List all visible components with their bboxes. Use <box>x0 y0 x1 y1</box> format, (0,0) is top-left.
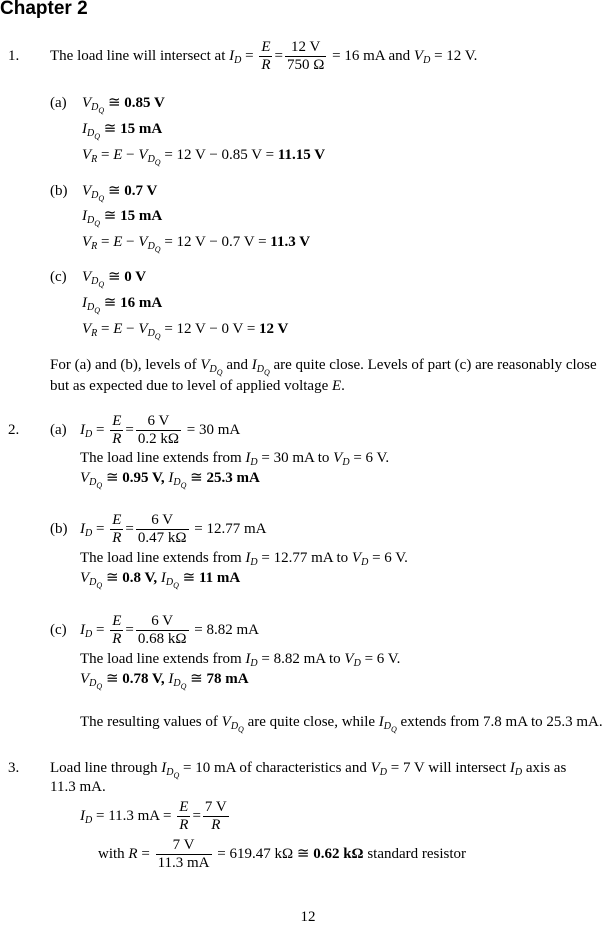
vdq-line-1c: $V_{D_Q}$ ≅ 0 V <box>82 269 147 289</box>
idq-line-1b: $I_{D_Q}$ ≅ 15 mA <box>82 208 163 228</box>
problem-1-number: 1. <box>8 48 20 64</box>
problem-3-number: 3. <box>8 760 20 776</box>
chapter-title: Chapter 2 <box>0 0 88 19</box>
vr-line-1c: $V_R = E - V_{D_Q} = 12$ V − 0 V = 12 V <box>82 321 289 341</box>
fraction-12v-over-750: $\frac{12 V}{750 \Omega}$ <box>286 39 325 74</box>
problem-1-summary-line-2: but as expected due to level of applied voltage E. <box>50 378 345 394</box>
load-line-text-2c: The load line extends from $I_D = 8.82$ mA to $V_D = 6$ V. <box>80 651 401 669</box>
problem-3-line-2: 11.3 mA. <box>50 779 106 795</box>
id-equation-2b: $I_D$ = $\frac{E}{R}$ = $\frac{6 V}{0.47 k\Omega}$ = 12.77 mA <box>80 512 267 547</box>
part-label-1b: (b) <box>50 183 68 199</box>
part-label-2b: (b) <box>50 521 68 537</box>
problem-3-equation-2: with R = $\frac{7 V}{11.3 mA}$ = 619.47 kΩ ≅ 0.62 kΩ standard resistor <box>98 837 467 872</box>
part-label-1c: (c) <box>50 269 67 285</box>
operating-point-2c: $V_{D_Q}$ ≅ 0.78 V, $I_{D_Q}$ ≅ 78 mA <box>80 671 249 691</box>
idq-line-1a: $I_{D_Q}$ ≅ 15 mA <box>82 121 163 141</box>
problem-3-line-1: Load line through $I_{D_Q} = 10$ mA of characteristics and $V_D = 7$ V will intersect $I_D$ axis as <box>50 760 567 780</box>
load-line-text-2a: The load line extends from $I_D = 30$ mA to $V_D = 6$ V. <box>80 450 390 468</box>
problem-1-summary-line-1: For (a) and (b), levels of $V_{D_Q}$ and $I_{D_Q}$ are quite close. Levels of part (c) are reasonably close <box>50 357 597 377</box>
problem-1-intro: The load line will intersect at $I_D$ = $\frac{E}{R}$ = $\frac{12 V}{750 \Omega}$ = 16 mA and $V_D = 12$ V. <box>50 39 478 74</box>
vr-line-1b: $V_R = E - V_{D_Q} = 12$ V − 0.7 V = 11.3 V <box>82 234 311 254</box>
part-label-2c: (c) <box>50 622 67 638</box>
problem-2-number: 2. <box>8 422 20 438</box>
id-equation-2a: $I_D$ = $\frac{E}{R}$ = $\frac{6 V}{0.2 k\Omega}$ = 30 mA <box>80 413 241 448</box>
operating-point-2a: $V_{D_Q}$ ≅ 0.95 V, $I_{D_Q}$ ≅ 25.3 mA <box>80 470 260 490</box>
fraction-e-over-r: $\frac{E}{R}$ <box>261 39 271 74</box>
vdq-line-1b: $V_{D_Q}$ ≅ 0.7 V <box>82 183 158 203</box>
vr-line-1a: $V_R = E - V_{D_Q} = 12$ V − 0.85 V = 11.15 V <box>82 147 326 167</box>
operating-point-2b: $V_{D_Q}$ ≅ 0.8 V, $I_{D_Q}$ ≅ 11 mA <box>80 570 241 590</box>
problem-2-summary: The resulting values of $V_{D_Q}$ are quite close, while $I_{D_Q}$ extends from 7.8 mA to 25.3 mA. <box>80 714 603 734</box>
id-equation-2c: $I_D$ = $\frac{E}{R}$ = $\frac{6 V}{0.68 k\Omega}$ = 8.82 mA <box>80 613 259 648</box>
load-line-text-2b: The load line extends from $I_D = 12.77$ mA to $V_D = 6$ V. <box>80 550 408 568</box>
part-label-1a: (a) <box>50 95 67 111</box>
problem-3-equation-1: $I_D = 11.3$ mA = $\frac{E}{R}$ = $\frac{7 V}{R}$ <box>80 799 227 834</box>
page-number: 12 <box>300 909 316 925</box>
part-label-2a: (a) <box>50 422 67 438</box>
vdq-line-1a: $V_{D_Q}$ ≅ 0.85 V <box>82 95 165 115</box>
idq-line-1c: $I_{D_Q}$ ≅ 16 mA <box>82 295 163 315</box>
